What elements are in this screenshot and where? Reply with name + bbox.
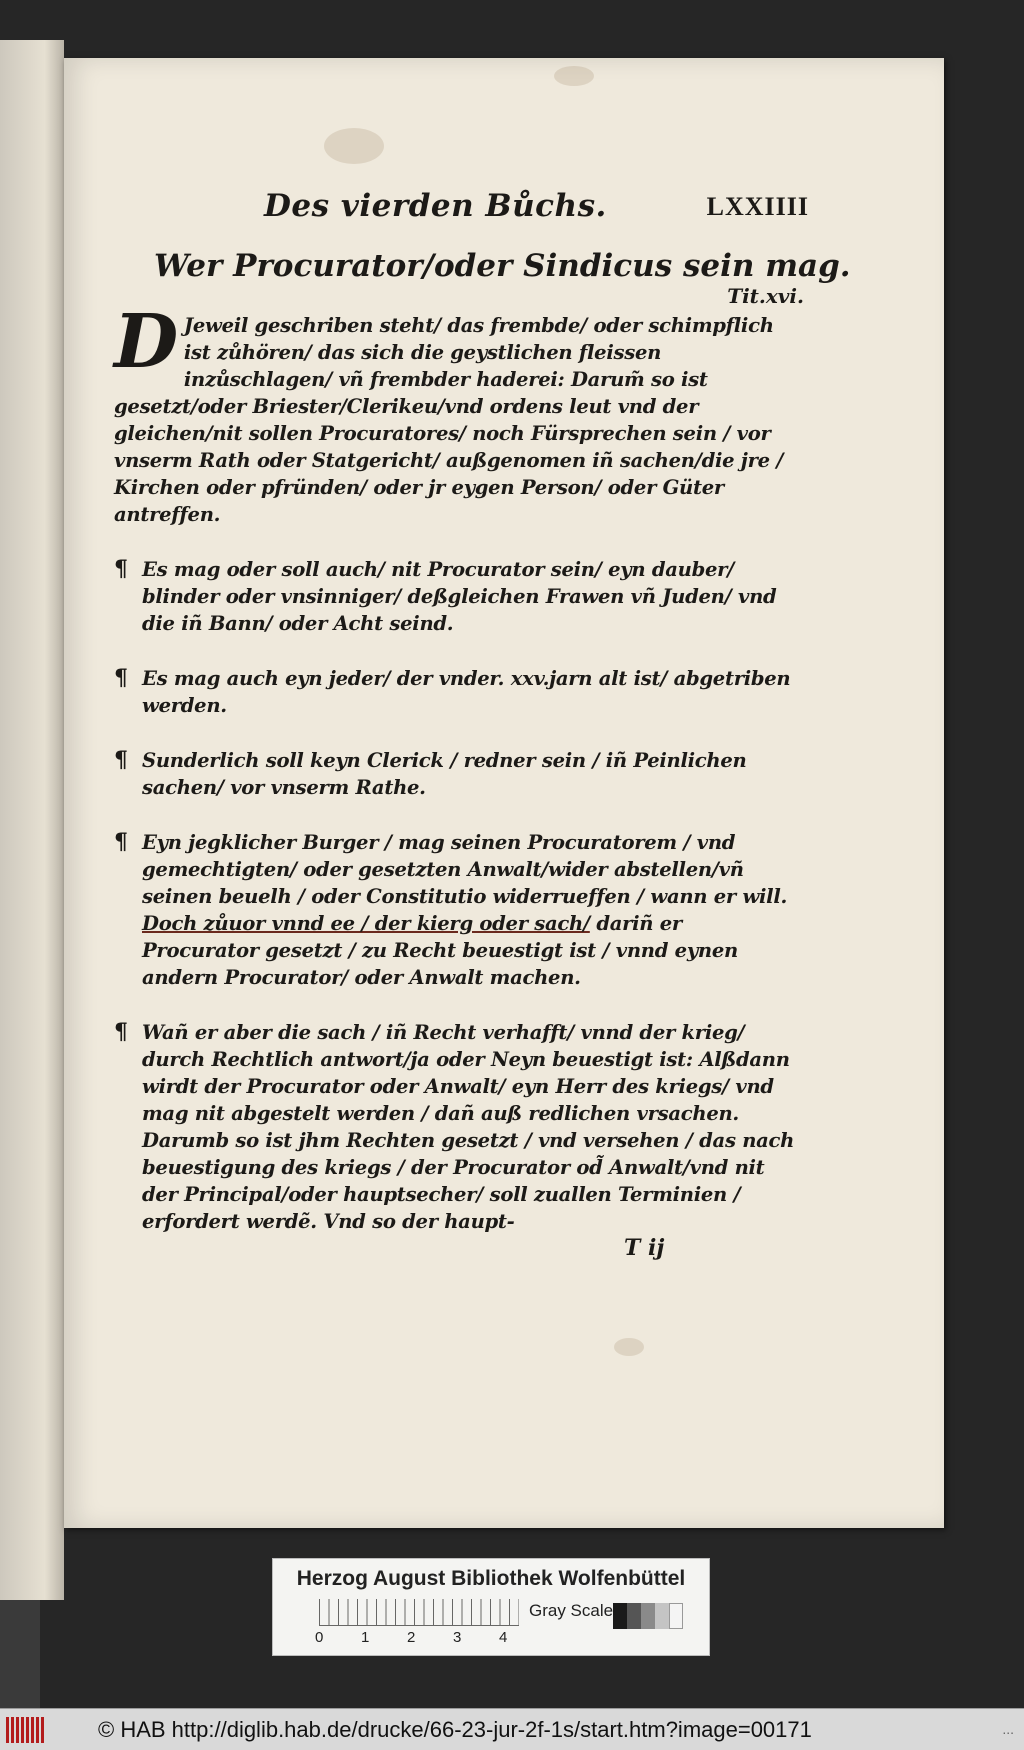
binding-shadow	[0, 1600, 40, 1708]
pilcrow-icon: ¶	[114, 556, 128, 582]
copyright-link[interactable]: © HAB http://diglib.hab.de/drucke/66-23-jur-2f-1s/start.htm?image=00171	[98, 1717, 812, 1742]
intro-paragraph	[114, 299, 804, 528]
gray-scale-label: Gray Scale	[529, 1601, 614, 1620]
paragraph-text: Es mag oder soll auch/ nit Procurator sein/ eyn dauber/ blinder oder vnsinniger/ deßgleichen Frawen vñ Juden/ vnd die iñ Bann/ oder Acht seind.	[142, 558, 777, 635]
list-item	[114, 747, 804, 801]
ruler-label: 3	[453, 1629, 462, 1646]
paragraph-text	[142, 829, 804, 991]
signature-line	[114, 1235, 804, 1263]
paragraph-text-end: dariñ er Procurator gesetzt / zu Recht beuestigt ist / vnnd eynen andern Procurator/ oder Anwalt machen.	[142, 912, 738, 989]
list-item	[114, 665, 804, 719]
list-item	[114, 829, 804, 991]
more-icon[interactable]: ...	[1002, 1721, 1014, 1737]
intro-text: Jeweil geschriben steht/ das frembde/ oder schimpflich ist zůhören/ das sich die geystlichen fleissen inzůschlagen/ vñ frembder haderei: Darum̃ so ist gesetzt/oder Briester/Clerikeu/vnd ordens leut vnd der gleichen/nit sollen Procuratores/ noch Fürsprechen sein / vor vnserm Rath oder Statgericht/ außgenomen iñ sachen/die jre / Kirchen oder pfründen/ oder jr eygen Person/ oder Güter antreffen.	[114, 314, 784, 526]
ruler-label: 1	[361, 1629, 370, 1646]
list-item	[114, 1019, 804, 1235]
ruler-label: 0	[315, 1629, 324, 1646]
list-item	[114, 556, 804, 637]
running-head	[114, 188, 809, 228]
paragraph-text: Es mag auch eyn jeder/ der vnder. xxv.jarn alt ist/ abgetriben werden.	[142, 667, 791, 717]
folio-number: LXXIIII	[706, 192, 809, 221]
library-name: Herzog August Bibliothek Wolfenbüttel	[296, 1567, 686, 1590]
paragraph-text-start: Eyn jegklicher Burger / mag seinen Procuratorem / vnd gemechtigten/ oder gesetzten Anwalt/wider abstellen/vñ seinen beuelh / oder Constitutio widerrueffen / wann er will.	[142, 831, 787, 908]
paragraph-text: Sunderlich soll keyn Clerick / redner sein / iñ Peinlichen sachen/ vor vnserm Rathe.	[142, 749, 747, 799]
decorated-initial: D	[114, 299, 178, 385]
page-text-block	[114, 188, 851, 1263]
facing-page-edge	[0, 40, 64, 1600]
hab-logo-icon	[6, 1717, 46, 1743]
title-number: Tit.xvi.	[727, 284, 804, 308]
paper-stain	[614, 1338, 644, 1356]
book-page	[64, 58, 944, 1528]
paragraph-text: Wañ er aber die sach / iñ Recht verhafft/ vnnd der krieg/ durch Rechtlich antwort/ja oder Neyn beuestigt ist: Alßdann wirdt der Procurator oder Anwalt/ eyn Herr des kriegs/ vnd mag nit abgestelt werden / dañ auß redlichen vrsachen. Darumb so ist jhm Rechten gesetzt / vnd versehen / das nach beuestigung des kriegs / der Procurator od̃ Anwalt/vnd nit der Principal/oder hauptsecher/ soll zuallen Terminien / erfordert werdẽ. Vnd so der haupt-	[142, 1021, 795, 1233]
running-head-title: Des vierden Bůchs.	[264, 188, 607, 224]
pilcrow-icon: ¶	[114, 747, 128, 773]
paper-stain	[554, 66, 594, 86]
footer-bar	[0, 1708, 1024, 1750]
pilcrow-icon: ¶	[114, 1019, 128, 1045]
ruler-label: 2	[407, 1629, 416, 1646]
section-heading: Wer Procurator/oder Sindicus sein mag.	[154, 248, 851, 284]
signature-mark: T ij	[624, 1235, 665, 1261]
pilcrow-icon: ¶	[114, 829, 128, 855]
color-reference-bar	[272, 1558, 710, 1656]
measurement-ruler	[319, 1599, 519, 1626]
gray-swatch	[627, 1603, 641, 1629]
gray-swatch	[669, 1603, 683, 1629]
ruler-label: 4	[499, 1629, 508, 1646]
paper-stain	[324, 128, 384, 164]
pilcrow-icon: ¶	[114, 665, 128, 691]
underlined-passage: Doch zůuor vnnd ee / der kierg oder sach/	[142, 912, 590, 935]
gray-swatch	[613, 1603, 627, 1629]
gray-swatch	[655, 1603, 669, 1629]
gray-swatch	[641, 1603, 655, 1629]
